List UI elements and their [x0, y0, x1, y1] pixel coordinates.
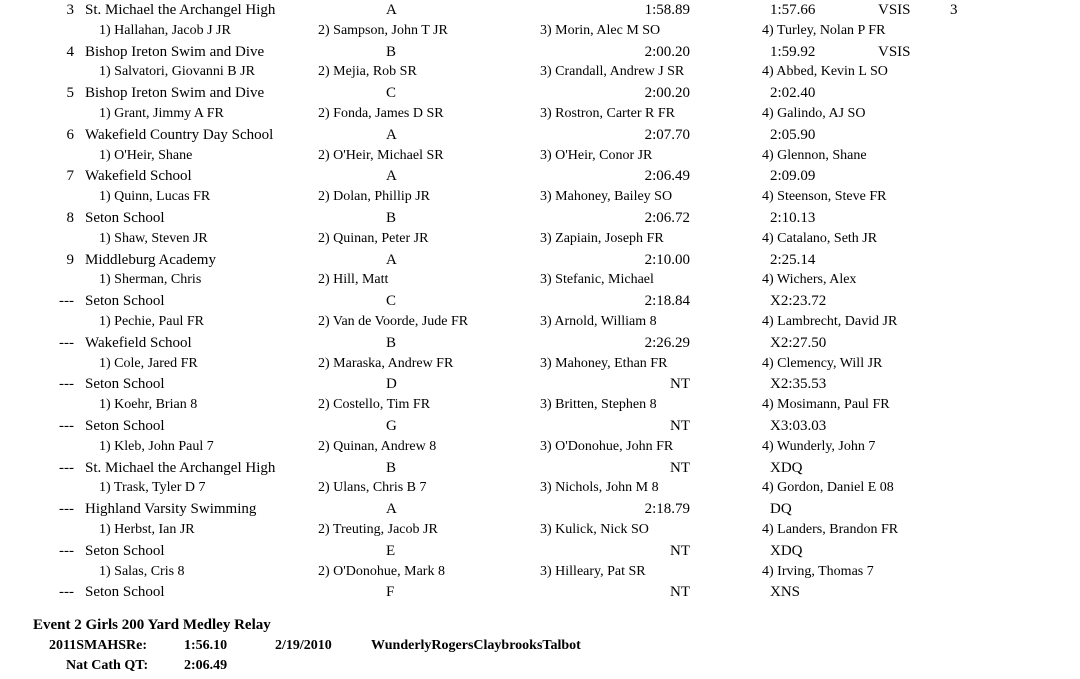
seed-time: NT	[670, 418, 690, 434]
result-row	[0, 168, 1080, 189]
swimmer-name: 2) Hill, Matt	[318, 272, 389, 288]
result-row	[0, 252, 1080, 273]
result-row	[0, 543, 1080, 564]
swimmer-name: 4) Glennon, Shane	[762, 147, 867, 163]
seed-time: 2:18.84	[644, 293, 690, 310]
swimmer-row	[0, 189, 1080, 210]
seed-time: 2:00.20	[644, 43, 690, 60]
relay-letter: A	[386, 2, 397, 18]
place-cell: ---	[59, 501, 74, 518]
seed-time: NT	[670, 542, 690, 559]
swimmer-name: 4) Irving, Thomas 7	[762, 563, 874, 579]
finals-time: 2:05.90	[770, 126, 816, 143]
swimmer-name: 3) Mahoney, Bailey SO	[540, 189, 673, 205]
swimmer-name: 2) Ulans, Chris B 7	[318, 480, 427, 496]
finals-time: 2:25.14	[770, 251, 816, 268]
team-name: Bishop Ireton Swim and Dive	[85, 43, 265, 60]
finals-time: 2:09.09	[770, 168, 816, 185]
swimmer-row	[0, 314, 1080, 335]
swimmer-name: 2) Dolan, Phillip JR	[318, 189, 431, 205]
swimmer-row	[0, 23, 1080, 44]
record-holders: WunderlyRogersClaybrooksTalbot	[371, 638, 581, 653]
result-row	[0, 376, 1080, 397]
result-row	[0, 2, 1080, 23]
qualifier-code: VSIS	[878, 2, 911, 18]
swimmer-name: 2) Fonda, James D SR	[318, 106, 444, 121]
relay-letter: C	[386, 293, 397, 310]
swimmer-row	[0, 231, 1080, 252]
swimmer-name: 1) Hallahan, Jacob J JR	[99, 22, 231, 38]
seed-time: 1:58.89	[644, 2, 690, 18]
swimmer-name: 3) Hilleary, Pat SR	[540, 563, 646, 579]
record-time: 1:56.10	[184, 638, 228, 653]
relay-letter: F	[386, 584, 395, 601]
qualifying-time-row	[0, 658, 1080, 679]
place-cell: 6	[66, 126, 74, 143]
team-name: Seton School	[85, 542, 165, 559]
result-row	[0, 210, 1080, 231]
swimmer-name: 1) O'Heir, Shane	[99, 147, 193, 163]
swimmer-name: 4) Catalano, Seth JR	[762, 230, 878, 246]
seed-time: 2:07.70	[644, 126, 690, 143]
swimmer-name: 2) Treuting, Jacob JR	[318, 522, 438, 537]
relay-letter: A	[386, 501, 397, 518]
place-cell: ---	[59, 584, 74, 601]
swimmer-name: 1) Sherman, Chris	[99, 272, 202, 288]
swimmer-row	[0, 272, 1080, 293]
swimmer-row	[0, 439, 1080, 460]
swimmer-name: 4) Wunderly, John 7	[762, 438, 876, 454]
place-cell: 4	[66, 43, 74, 60]
seed-time: 2:18.79	[644, 501, 690, 518]
team-name: St. Michael the Archangel High	[85, 459, 276, 476]
qt-time: 2:06.49	[184, 658, 228, 673]
finals-time: X3:03.03	[770, 418, 827, 434]
swimmer-name: 3) Arnold, William 8	[540, 314, 657, 329]
swimmer-name: 3) O'Donohue, John FR	[540, 438, 674, 454]
swimmer-name: 4) Lambrecht, David JR	[762, 314, 898, 329]
result-row	[0, 418, 1080, 439]
swimmer-name: 4) Mosimann, Paul FR	[762, 397, 890, 413]
place-cell: 8	[66, 210, 74, 226]
swimmer-name: 4) Gordon, Daniel E 08	[762, 480, 894, 496]
seed-time: NT	[670, 459, 690, 476]
swimmer-name: 4) Galindo, AJ SO	[762, 106, 866, 121]
swimmer-name: 2) O'Heir, Michael SR	[318, 147, 444, 163]
swimmer-name: 4) Steenson, Steve FR	[762, 189, 887, 205]
swimmer-name: 1) Cole, Jared FR	[99, 355, 198, 371]
swimmer-name: 4) Wichers, Alex	[762, 272, 857, 288]
finals-time: X2:23.72	[770, 293, 827, 310]
place-cell: ---	[59, 334, 74, 351]
relay-letter: B	[386, 334, 397, 351]
swimmer-name: 3) Crandall, Andrew J SR	[540, 64, 685, 80]
place-cell: ---	[59, 293, 74, 310]
seed-time: 2:00.20	[644, 85, 690, 102]
team-name: St. Michael the Archangel High	[85, 2, 276, 18]
swimmer-name: 1) Trask, Tyler D 7	[99, 480, 206, 496]
finals-time: X2:35.53	[770, 376, 827, 393]
place-cell: ---	[59, 376, 74, 393]
swimmer-name: 3) Nichols, John M 8	[540, 480, 659, 496]
team-name: Seton School	[85, 210, 165, 226]
relay-letter: A	[386, 251, 397, 268]
team-name: Seton School	[85, 293, 165, 310]
finals-time: XDQ	[770, 459, 803, 476]
swimmer-row	[0, 64, 1080, 85]
swimmer-row	[0, 148, 1080, 169]
swimmer-name: 3) Kulick, Nick SO	[540, 522, 649, 537]
finals-time: 1:57.66	[770, 2, 816, 18]
record-label: 2011SMAHSRe:	[49, 638, 147, 653]
relay-letter: G	[386, 418, 397, 434]
finals-time: XNS	[770, 584, 801, 601]
swimmer-name: 2) Costello, Tim FR	[318, 397, 431, 413]
swimmer-name: 1) Quinn, Lucas FR	[99, 189, 211, 205]
place-cell: 5	[66, 85, 74, 102]
finals-time: DQ	[770, 501, 792, 518]
swimmer-name: 2) Van de Voorde, Jude FR	[318, 314, 469, 329]
result-row	[0, 501, 1080, 522]
place-cell: 9	[66, 251, 74, 268]
place-cell: 3	[66, 2, 74, 18]
finals-time: X2:27.50	[770, 334, 827, 351]
finals-time: 1:59.92	[770, 43, 816, 60]
swimmer-name: 1) Grant, Jimmy A FR	[99, 106, 224, 121]
finals-time: 2:02.40	[770, 85, 816, 102]
meet-record-row	[0, 638, 1080, 659]
team-name: Wakefield School	[85, 334, 192, 351]
swimmer-name: 4) Landers, Brandon FR	[762, 522, 899, 537]
place-cell: ---	[59, 418, 74, 434]
team-name: Wakefield School	[85, 168, 192, 185]
seed-time: 2:26.29	[644, 334, 690, 351]
swimmer-name: 2) O'Donohue, Mark 8	[318, 563, 445, 579]
swimmer-name: 3) Stefanic, Michael	[540, 272, 654, 288]
points-cell: 3	[950, 2, 958, 18]
swimmer-row	[0, 564, 1080, 585]
swimmer-row	[0, 480, 1080, 501]
record-date: 2/19/2010	[275, 638, 332, 653]
place-cell: ---	[59, 542, 74, 559]
seed-time: 2:10.00	[644, 251, 690, 268]
swimmer-name: 4) Turley, Nolan P FR	[762, 22, 886, 38]
relay-letter: E	[386, 542, 396, 559]
relay-letter: B	[386, 459, 397, 476]
seed-time: NT	[670, 376, 690, 393]
relay-letter: C	[386, 85, 397, 102]
team-name: Seton School	[85, 584, 165, 601]
place-cell: ---	[59, 459, 74, 476]
qualifier-code: VSIS	[878, 43, 911, 60]
swimmer-name: 2) Sampson, John T JR	[318, 22, 448, 38]
result-row	[0, 335, 1080, 356]
result-row	[0, 44, 1080, 65]
finals-time: XDQ	[770, 542, 803, 559]
swimmer-row	[0, 106, 1080, 127]
result-row	[0, 584, 1080, 605]
swimmer-name: 2) Quinan, Peter JR	[318, 230, 429, 246]
team-name: Seton School	[85, 376, 165, 393]
relay-letter: B	[386, 43, 397, 60]
team-name: Highland Varsity Swimming	[85, 501, 257, 518]
seed-time: NT	[670, 584, 690, 601]
swimmer-name: 2) Maraska, Andrew FR	[318, 355, 454, 371]
swimmer-name: 1) Shaw, Steven JR	[99, 230, 208, 246]
swimmer-name: 3) O'Heir, Conor JR	[540, 147, 653, 163]
result-row	[0, 293, 1080, 314]
qt-label: Nat Cath QT:	[66, 658, 149, 673]
swimmer-name: 3) Britten, Stephen 8	[540, 397, 657, 413]
relay-letter: D	[386, 376, 397, 393]
swimmer-name: 1) Salas, Cris 8	[99, 563, 185, 579]
place-cell: 7	[66, 168, 74, 185]
team-name: Wakefield Country Day School	[85, 126, 274, 143]
relay-letter: A	[386, 126, 397, 143]
swimmer-name: 1) Herbst, Ian JR	[99, 522, 195, 537]
result-row	[0, 127, 1080, 148]
finals-time: 2:10.13	[770, 210, 816, 226]
seed-time: 2:06.72	[644, 210, 690, 226]
swimmer-name: 3) Morin, Alec M SO	[540, 22, 661, 38]
relay-letter: A	[386, 168, 397, 185]
swimmer-name: 4) Abbed, Kevin L SO	[762, 64, 888, 80]
swimmer-name: 2) Quinan, Andrew 8	[318, 438, 437, 454]
result-row	[0, 85, 1080, 106]
swimmer-name: 1) Pechie, Paul FR	[99, 314, 204, 329]
swimmer-name: 3) Zapiain, Joseph FR	[540, 230, 664, 246]
team-name: Bishop Ireton Swim and Dive	[85, 85, 265, 102]
team-name: Seton School	[85, 418, 165, 434]
swimmer-row	[0, 522, 1080, 543]
event-heading-row	[0, 617, 1080, 638]
relay-letter: B	[386, 210, 397, 226]
swimmer-row	[0, 356, 1080, 377]
swimmer-name: 1) Koehr, Brian 8	[99, 397, 198, 413]
swimmer-name: 3) Mahoney, Ethan FR	[540, 355, 668, 371]
seed-time: 2:06.49	[644, 168, 690, 185]
event-title: Event 2 Girls 200 Yard Medley Relay	[33, 617, 271, 633]
swimmer-name: 3) Rostron, Carter R FR	[540, 106, 675, 121]
swimmer-row	[0, 397, 1080, 418]
swimmer-name: 1) Salvatori, Giovanni B JR	[99, 64, 255, 80]
result-row	[0, 460, 1080, 481]
team-name: Middleburg Academy	[85, 251, 216, 268]
swimmer-name: 4) Clemency, Will JR	[762, 355, 883, 371]
swimmer-name: 1) Kleb, John Paul 7	[99, 438, 214, 454]
swimmer-name: 2) Mejia, Rob SR	[318, 64, 417, 80]
